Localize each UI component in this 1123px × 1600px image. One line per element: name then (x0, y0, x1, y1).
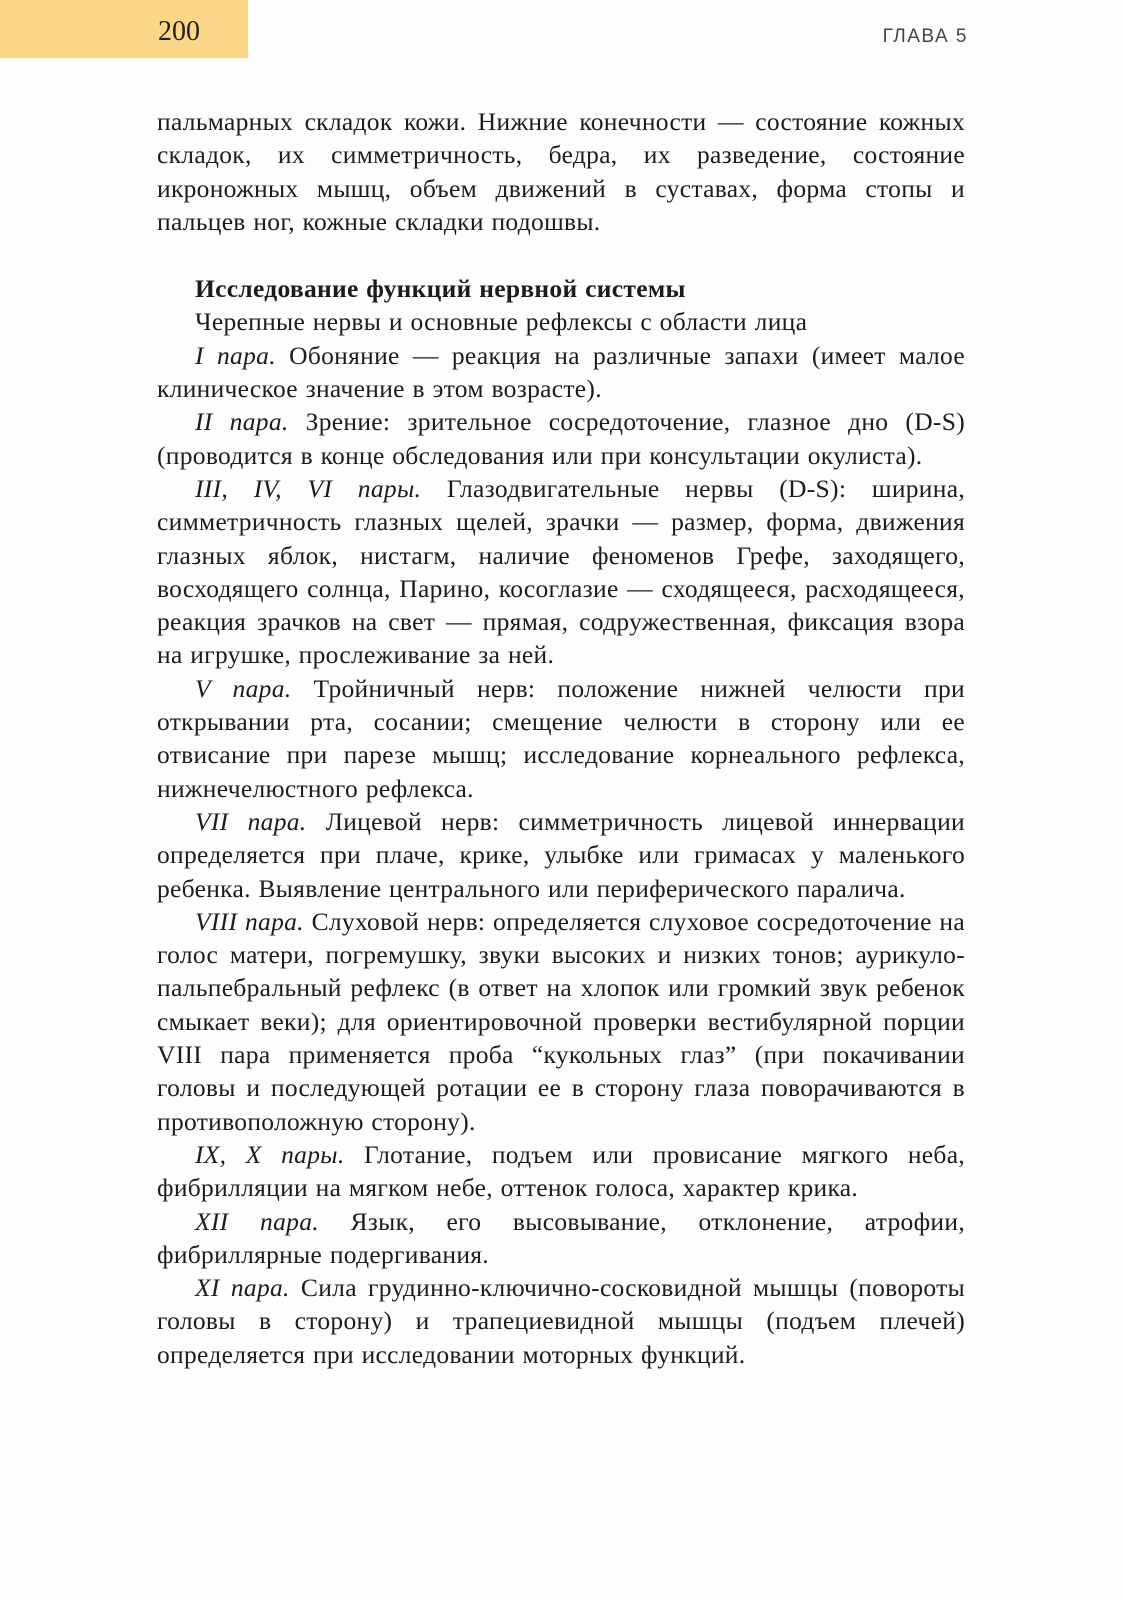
section-subheading: Черепные нервы и основные рефлексы с области лица (195, 307, 808, 337)
nerve-pair-text: Язык, его высовывание, отклонение, атрофии, фибриллярные подергивания. (157, 1206, 965, 1269)
nerve-pair-label: I пара. (195, 340, 276, 370)
nerve-pair-text: Сила грудинно-ключично-сосковидной мышцы (повороты головы в сторону) и трапециевидной мышцы (подъем плечей) определяется при исследовании моторных функций. (157, 1273, 966, 1369)
nerve-pair-label: III, IV, VI пары. (195, 473, 422, 503)
nerve-pair-label: VII пара. (195, 806, 307, 836)
nerve-pair-label: XII пара. (195, 1206, 319, 1236)
paragraph-item (157, 339, 965, 406)
nerve-pair-label: XI пара. (195, 1273, 290, 1303)
paragraph-item (157, 1205, 965, 1272)
paragraph-item (157, 672, 965, 805)
nerve-pair-label: VIII пара. (195, 906, 304, 936)
page-number: 200 (158, 16, 200, 47)
nerve-pair-text: Глотание, подъем или провисание мягкого неба, фибрилляции на мягком небе, оттенок голоса, характер крика. (157, 1139, 965, 1203)
nerve-pair-text: Глазодвигательные нервы (D-S): ширина, симметричность глазных щелей, зрачки — размер, форма, движения глазных яблок, нистагм, наличие феноменов Грефе, заходящего, восходящего солнца, Парино, косоглазие — сходящееся, расходящееся, реакция зрачков на свет — прямая, содружественная, фиксация взора на игрушке, прослеживание за ней. (157, 473, 965, 670)
paragraph-item (157, 472, 965, 672)
nerve-pair-label: IX, X пары. (195, 1139, 345, 1169)
paragraph-item (157, 905, 965, 1138)
nerve-pair-text: Слуховой нерв: определяется слуховое сосредоточение на голос матери, погремушку, звуки высоких и низких тонов; аурикуло-пальпебральный рефлекс (в ответ на хлопок или громкий звук ребенок смыкает веки); для ориентировочной проверки вестибулярной порции VIII пара применяется проба “кукольных глаз” (при покачивании головы и последующей ротации ее в сторону глаза поворачиваются в противоположную сторону). (157, 906, 965, 1136)
nerve-pair-text: Обоняние — реакция на различные запахи (имеет малое клиническое значение в этом возрасте). (157, 340, 965, 404)
nerve-pair-text: Лицевой нерв: симметричность лицевой иннервации определяется при плаче, крике, улыбке или гримасах у маленького ребенка. Выявление центрального или периферического паралича. (157, 806, 965, 903)
paragraph-item (157, 805, 965, 905)
body-text (157, 105, 965, 1371)
nerve-pair-label: V пара. (195, 673, 292, 703)
paragraph-item (157, 1138, 965, 1205)
nerve-pair-label: II пара. (195, 407, 289, 437)
nerve-pair-text: Тройничный нерв: положение нижней челюсти при открывании рта, сосании; смещение челюсти в сторону или ее отвисание при парезе мышц; исследование корнеального рефлекса, нижнечелюстного рефлекса. (157, 673, 966, 803)
section-heading: Исследование функций нервной системы (195, 274, 686, 304)
chapter-running-head: ГЛАВА 5 (882, 26, 968, 47)
nerve-pair-text: Зрение: зрительное сосредоточение, глазное дно (D-S) (проводится в конце обследования или при консультации окулиста). (157, 407, 965, 470)
page-number-tab (0, 0, 248, 58)
paragraph-item (157, 1271, 965, 1371)
paragraph-continued: пальмарных складок кожи. Нижние конечности — состояние кожных складок, их симметричность, бедра, их разведение, состояние икроножных мышц, объем движений в суставах, форма стопы и пальцев ног, кожные складки подошвы. (157, 107, 965, 236)
paragraph-item (157, 405, 965, 472)
